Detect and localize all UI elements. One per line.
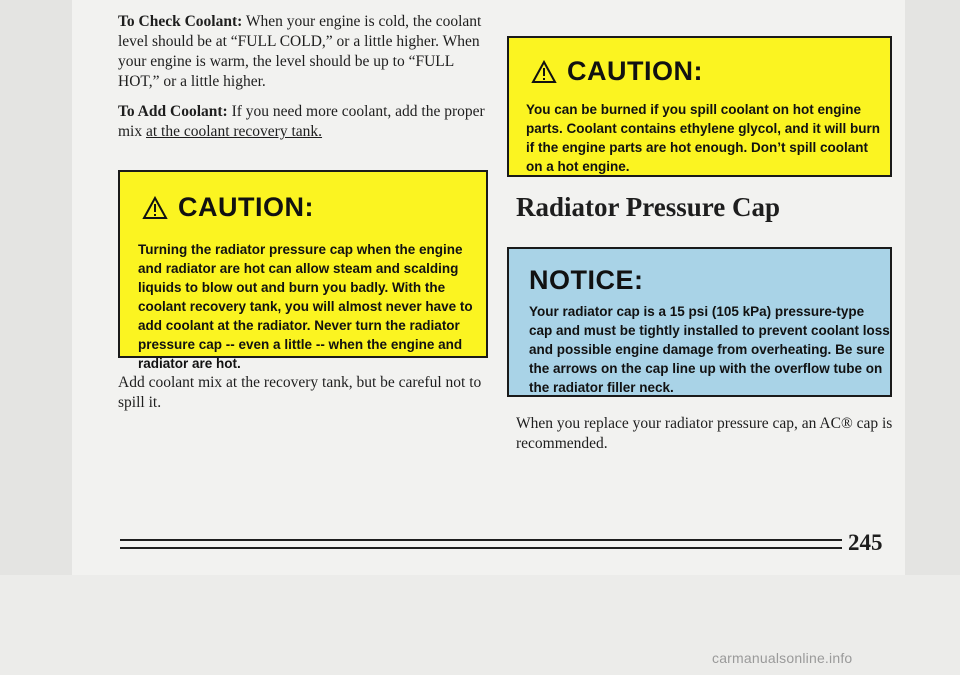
- warning-triangle-icon: [142, 196, 168, 220]
- replace-cap-paragraph: When you replace your radiator pressure cap, an AC® cap is recommended.: [516, 415, 893, 452]
- caution-box-radiator-cap: [118, 170, 488, 371]
- page-number: 245: [848, 530, 883, 555]
- caution-body: Turning the radiator pressure cap when the engine and radiator are hot can allow steam and scalding liquids to blow out and burn you badly. With the coolant recovery tank, you will almost never have to add coolant at the radiator. Never turn the radiator pressure cap -- even a little -- when the engine and radiator are hot.: [138, 242, 473, 371]
- notice-heading: [529, 265, 644, 296]
- caution-box-coolant-burn: [507, 36, 892, 177]
- footer-double-rule: [120, 537, 842, 553]
- check-coolant-paragraph: [118, 12, 488, 92]
- caution-heading: [531, 56, 703, 87]
- check-coolant-label: To Check Coolant:: [118, 13, 243, 30]
- add-coolant-paragraph: [118, 102, 488, 142]
- warning-triangle-icon: [531, 60, 557, 84]
- caution-title: CAUTION:: [567, 56, 703, 86]
- section-title: Radiator Pressure Cap: [516, 192, 781, 222]
- left-column-intro: [118, 12, 488, 152]
- footer-rule-bottom: [120, 547, 842, 549]
- caution-title: CAUTION:: [178, 192, 314, 222]
- notice-box-radiator-cap: [507, 247, 892, 397]
- site-watermark: carmanualsonline.info: [712, 650, 853, 666]
- notice-title: NOTICE:: [529, 265, 644, 295]
- add-coolant-underlined: at the coolant recovery tank.: [146, 123, 323, 140]
- footer-rule-top: [120, 539, 842, 541]
- right-margin-band: [905, 0, 960, 575]
- check-coolant-text: When your engine is cold, the coolant level should be at “FULL COLD,” or a little higher. When your engine is warm, the level should be up to “FULL HOT,” or a little higher.: [118, 13, 482, 90]
- add-coolant-text: If you need more coolant, add the proper mix: [118, 103, 485, 140]
- add-coolant-label: To Add Coolant:: [118, 103, 228, 120]
- caution-body: You can be burned if you spill coolant on hot engine parts. Coolant contains ethylene glycol, and it will burn if the engine parts are hot enough. Don’t spill coolant on a hot engine.: [526, 102, 881, 174]
- add-coolant-mix-paragraph: Add coolant mix at the recovery tank, but be careful not to spill it.: [118, 374, 482, 411]
- left-margin-band: [0, 0, 72, 575]
- caution-heading: [142, 192, 314, 223]
- notice-body: Your radiator cap is a 15 psi (105 kPa) pressure-type cap and must be tightly installed to prevent coolant loss and possible engine damage from overheating. Be sure the arrows on the cap line up with the overflow tube on the radiator filler neck.: [529, 304, 890, 395]
